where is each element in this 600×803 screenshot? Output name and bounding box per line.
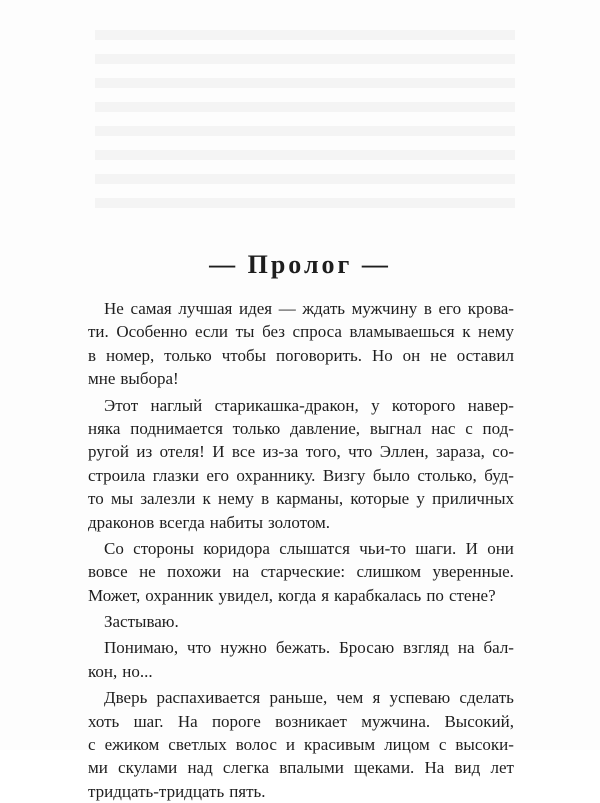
word: оставил [456,345,514,365]
word: зараза, [436,442,485,462]
word: буд- [484,465,514,485]
text-line [88,320,514,343]
word: отеля! [159,442,205,462]
word: в [261,489,270,509]
word: И [212,442,225,462]
word: пороге [211,711,261,731]
word: самая [130,299,172,318]
text-line [88,560,514,583]
word: шаг. [133,711,164,731]
word: все [231,442,256,462]
text-line [88,440,514,463]
word: На [177,711,198,731]
text-line [88,487,514,510]
word: слишком [356,562,422,582]
word: ты [235,322,255,342]
word: коридора [203,538,270,558]
text-line [88,710,514,733]
word: слышатся [279,538,350,558]
word: карманы, [276,489,344,509]
word: драконов [88,512,155,532]
word: что [187,638,212,658]
word: Дверь [104,688,148,708]
word: наглый [150,395,203,415]
word: взгляд [403,638,449,658]
word: в [88,345,97,365]
word: приличных [432,489,514,509]
word: номер, [105,345,155,365]
word: золотом. [268,512,331,532]
word: то [88,489,104,509]
word: хоть [88,711,120,731]
word: ежиком [104,735,160,755]
word: набиты [209,512,264,532]
word: я [321,585,330,605]
word: чтобы [221,345,267,365]
word: распахивается [156,688,261,708]
word: охраннику. [236,465,316,485]
word: они [487,538,514,558]
word: Эллен, [379,442,429,462]
word: глазки [152,465,199,485]
word: у [416,489,425,509]
word: к [202,489,211,509]
prologue-body-text [88,297,514,803]
word: похожи [167,562,222,582]
word: не [430,345,447,365]
word: успеваю [389,688,451,708]
word: залезли [140,489,196,509]
word: лет [490,758,514,778]
word: охранник [145,585,214,605]
text-line [88,756,514,779]
word: чем [336,688,364,708]
word: вламываешься [349,322,455,342]
word: из-за [262,442,299,462]
word: с [438,735,447,755]
word: выгнал [369,418,422,438]
text-line [88,660,514,683]
text-line [88,394,514,417]
word: над [187,758,213,778]
word: щеками. [354,758,415,778]
word: Со [104,538,124,558]
word: нужно [220,638,267,658]
word: вид [454,758,481,778]
word: мы [110,489,134,509]
word: сделать [459,688,514,708]
word: чьи-то [359,538,407,558]
word: поговорить. [275,345,363,365]
text-line [88,780,514,803]
word: нас [431,418,456,438]
word: к [462,322,471,342]
word: на [457,638,475,658]
word: И [465,538,478,558]
word: скулами [118,758,178,778]
text-line [88,537,514,560]
word: пять. [229,781,266,801]
word: раньше, [269,688,328,708]
word: с [88,735,96,755]
word: столько, [417,465,477,485]
text-line [88,610,514,633]
word: поднимается [130,418,223,438]
text-line [88,636,514,659]
word: давление, [290,418,361,438]
word: Бросаю [339,638,395,658]
word: строила [88,465,146,485]
word: я [372,688,381,708]
text-line [88,464,514,487]
word: стене? [448,585,496,605]
text-line [88,733,514,756]
word: выбора! [120,369,179,389]
word: высоки- [455,735,514,755]
word: шаги. [415,538,457,558]
word: нему [218,489,254,509]
word: навер- [467,395,514,415]
word: мне [88,369,116,389]
word: было [372,465,410,485]
word: и [285,735,296,755]
word: только [232,418,281,438]
word: только [164,345,212,365]
show-through-text [95,30,515,210]
word: идея [238,299,273,318]
word: Этот [104,395,139,415]
word: впалыми [279,758,344,778]
word: старикашка-дракон, [214,395,359,415]
text-line [88,686,514,709]
word: мужчина. [361,711,431,731]
word: Высокий, [444,711,514,731]
word: спроса [292,322,342,342]
text-line [88,367,514,390]
word: ждать [302,299,345,318]
word: не [139,562,156,582]
word: уверенные. [432,562,514,582]
word: кон, [88,661,118,681]
text-line [88,344,514,367]
word: стороны [133,538,194,558]
word: карабкалась [334,585,422,605]
word: но... [122,661,153,681]
word: бал- [483,638,514,658]
word: на [232,562,250,582]
word: под- [482,418,514,438]
word: На [424,758,445,778]
word: ти. [88,322,109,342]
word: без [262,322,285,342]
word: ругой [88,442,129,462]
word: вовсе [88,562,128,582]
text-line [88,297,514,320]
word: слегка [222,758,270,778]
word: в [423,299,432,318]
word: всегда [159,512,205,532]
word: волос [235,735,277,755]
word: Визгу [322,465,366,485]
word: у [371,395,380,415]
word: крова- [467,299,514,318]
word: няка [88,418,121,438]
word: увидел, [218,585,273,605]
word: лучшая [178,299,233,318]
word: мужчину [351,299,418,318]
word: старческие: [260,562,346,582]
word: Не [104,299,124,318]
word: красивым [304,735,376,755]
text-line [88,417,514,440]
word: из [136,442,153,462]
word: бежать. [275,638,331,658]
word: что [348,442,373,462]
word: того, [305,442,341,462]
word: нему [478,322,514,342]
word: его [206,465,229,485]
word: если [194,322,229,342]
text-line [88,584,514,607]
word: — [278,299,296,318]
word: Но [371,345,393,365]
chapter-heading: — Пролог — [209,250,391,279]
text-line [88,511,514,534]
word: возникает [275,711,347,731]
word: лицом [384,735,430,755]
word: когда [278,585,317,605]
word: со- [492,442,514,462]
word: его [438,299,462,318]
word: светлых [168,735,227,755]
word: Застываю. [104,612,179,632]
word: которые [350,489,410,509]
word: которого [391,395,456,415]
word: Особенно [116,322,188,342]
word: тридцать-тридцать [88,781,225,801]
word: с [465,418,473,438]
word: ми [88,758,108,778]
word: он [402,345,421,365]
word: Может, [88,585,141,605]
word: по [426,585,444,605]
word: Понимаю, [104,638,179,658]
